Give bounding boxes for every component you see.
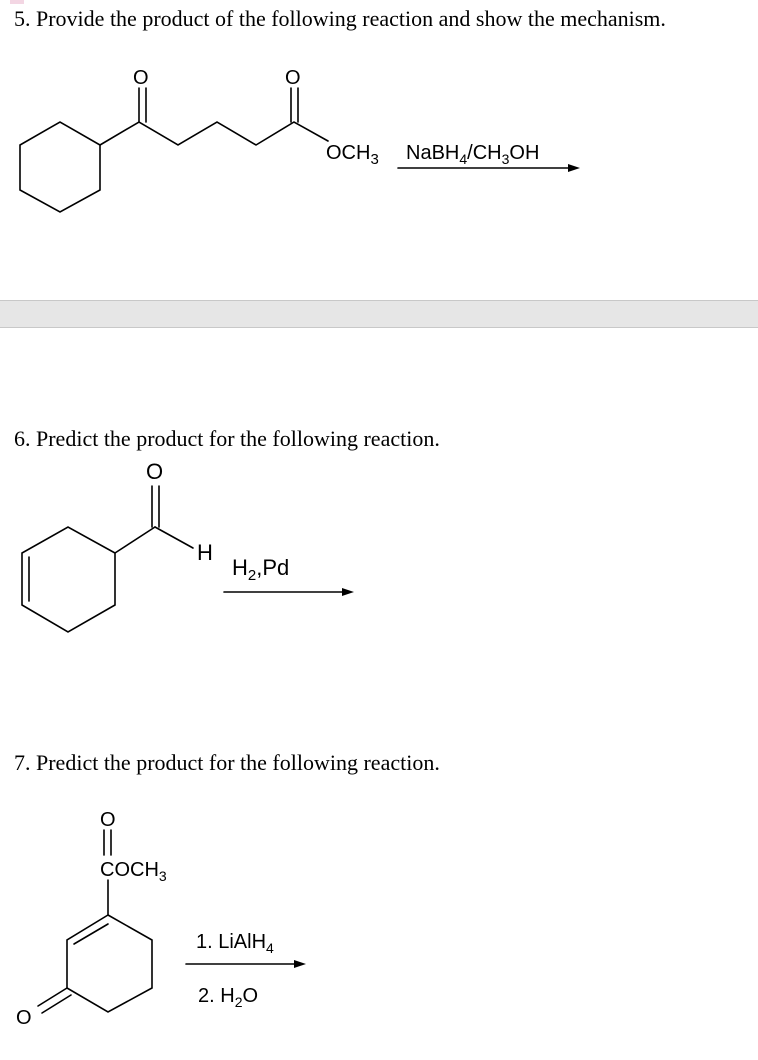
carbonyl-oxygen-2: O [285,67,301,89]
carbonyl-oxygen-1: O [133,67,149,89]
question-6-title: 6. Predict the product for the following reaction. [14,426,440,451]
arrow-head [342,588,354,596]
carbon-chain [100,122,328,145]
ester-group: $COCH_3$ [100,859,167,884]
aldehyde-hydrogen: H [197,540,213,565]
reagent-step-1: 1. LiAlH$_4$ [196,931,274,956]
question-6-scheme [0,440,758,660]
arrow-head [568,164,580,172]
cyclohexenone-ring [67,915,152,1012]
carbonyl-oxygen: O [146,459,164,484]
reagent-h2-pd: $H_2,Pd$ [232,555,290,584]
reagent-nabh4-ch3oh: $NaBH_4/CH_3OH$ [406,142,540,167]
reagent-step-2: 2. $H_2O$ [198,985,259,1010]
arrow-head [294,960,306,968]
ketone-oxygen: O [16,1007,32,1029]
question-7-scheme [0,790,758,1060]
cyclohexane-ring [20,122,100,212]
ester-carbonyl-oxygen: O [100,809,116,831]
question-5-scheme [0,0,758,300]
section-divider [0,300,758,328]
question-5-title: 5. Provide the product of the following reaction and show the mechanism. [14,6,666,31]
question-7-title: 7. Predict the product for the following reaction. [14,750,440,775]
cyclohexene-ring [22,527,115,632]
methoxy-group: $OCH_3$ [326,142,379,168]
